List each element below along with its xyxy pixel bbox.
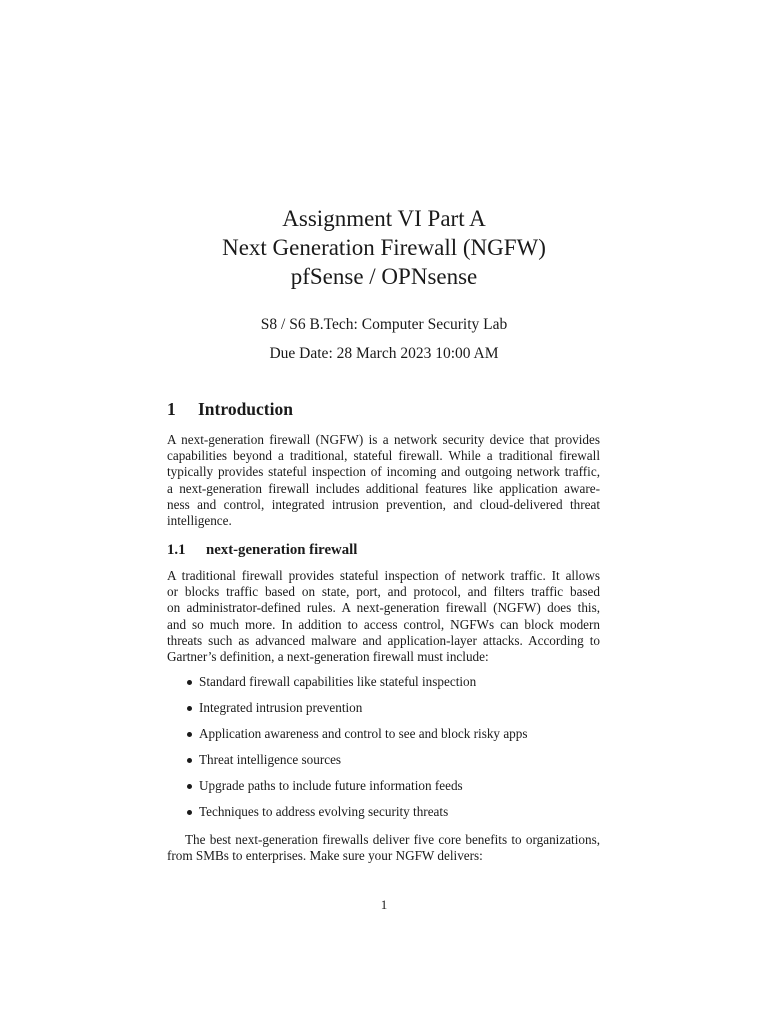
list-item	[185, 752, 605, 778]
section-heading-introduction	[167, 399, 293, 420]
paragraph-line: on administrator-defined rules. A next-generation firewall (NGFW) does this,	[167, 600, 600, 616]
paragraph-line: The best next-generation firewalls deliver five core benefits to organizations,	[185, 832, 600, 847]
page-number: 1	[380, 897, 388, 912]
course-name: S8 / S6 B.Tech: Computer Security Lab	[260, 316, 508, 333]
list-item-text: Threat intelligence sources	[199, 752, 342, 767]
paragraph-line: and so much more. In addition to access control, NGFWs can block modern	[167, 616, 600, 632]
title-line: Assignment VI Part A	[282, 206, 486, 231]
list-item	[185, 726, 605, 752]
list-item-text: Standard firewall capabilities like stateful inspection	[199, 674, 477, 689]
bullet-icon	[187, 784, 192, 789]
bullet-icon	[187, 758, 192, 763]
paragraph-line: intelligence.	[167, 513, 232, 529]
paragraph-line: A next-generation firewall (NGFW) is a network security device that provides	[167, 432, 600, 447]
section-title: Introduction	[198, 399, 293, 419]
title-line: Next Generation Firewall (NGFW)	[222, 235, 546, 260]
bullet-icon	[187, 810, 192, 815]
paragraph-line: a next-generation firewall includes additional features like application aware-	[167, 480, 600, 496]
paragraph-line: capabilities beyond a traditional, stateful firewall. While a traditional firewall	[167, 448, 600, 464]
subsection-number: 1.1	[167, 542, 186, 558]
ngfw-paragraph	[167, 568, 600, 665]
list-item-text: Techniques to address evolving security threats	[199, 804, 449, 819]
paragraph-line: or blocks traffic based on state, port, and protocol, and filters traffic based	[167, 584, 600, 600]
bullet-icon	[187, 732, 192, 737]
list-item-text: Application awareness and control to see and block risky apps	[199, 726, 528, 741]
due-date: Due Date: 28 March 2023 10:00 AM	[269, 345, 499, 362]
paragraph-line: from SMBs to enterprises. Make sure your NGFW delivers:	[167, 848, 483, 864]
intro-paragraph	[167, 432, 600, 529]
list-item	[185, 674, 605, 700]
paragraph-line: Gartner’s definition, a next-generation firewall must include:	[167, 649, 489, 665]
paragraph-line: ness and control, integrated intrusion prevention, and cloud-delivered threat	[167, 496, 600, 512]
list-item-text: Integrated intrusion prevention	[199, 700, 363, 715]
list-item-text: Upgrade paths to include future information feeds	[199, 778, 463, 793]
paragraph-line: A traditional firewall provides stateful inspection of network traffic. It allows	[167, 568, 600, 583]
subsection-heading-ngfw	[167, 542, 357, 559]
subsection-title: next-generation firewall	[206, 542, 358, 558]
list-item	[185, 778, 605, 804]
list-item	[185, 804, 605, 830]
title-line: pfSense / OPNsense	[290, 264, 478, 289]
paragraph-line: threats such as advanced malware and application-layer attacks. According to	[167, 632, 600, 648]
list-item	[185, 700, 605, 726]
section-number: 1	[167, 399, 176, 419]
ngfw-requirements-list	[185, 674, 605, 830]
closing-paragraph	[167, 832, 600, 864]
document-title	[0, 204, 768, 291]
bullet-icon	[187, 706, 192, 711]
paragraph-line: typically provides stateful inspection of incoming and outgoing network traffic,	[167, 464, 600, 480]
bullet-icon	[187, 680, 192, 685]
